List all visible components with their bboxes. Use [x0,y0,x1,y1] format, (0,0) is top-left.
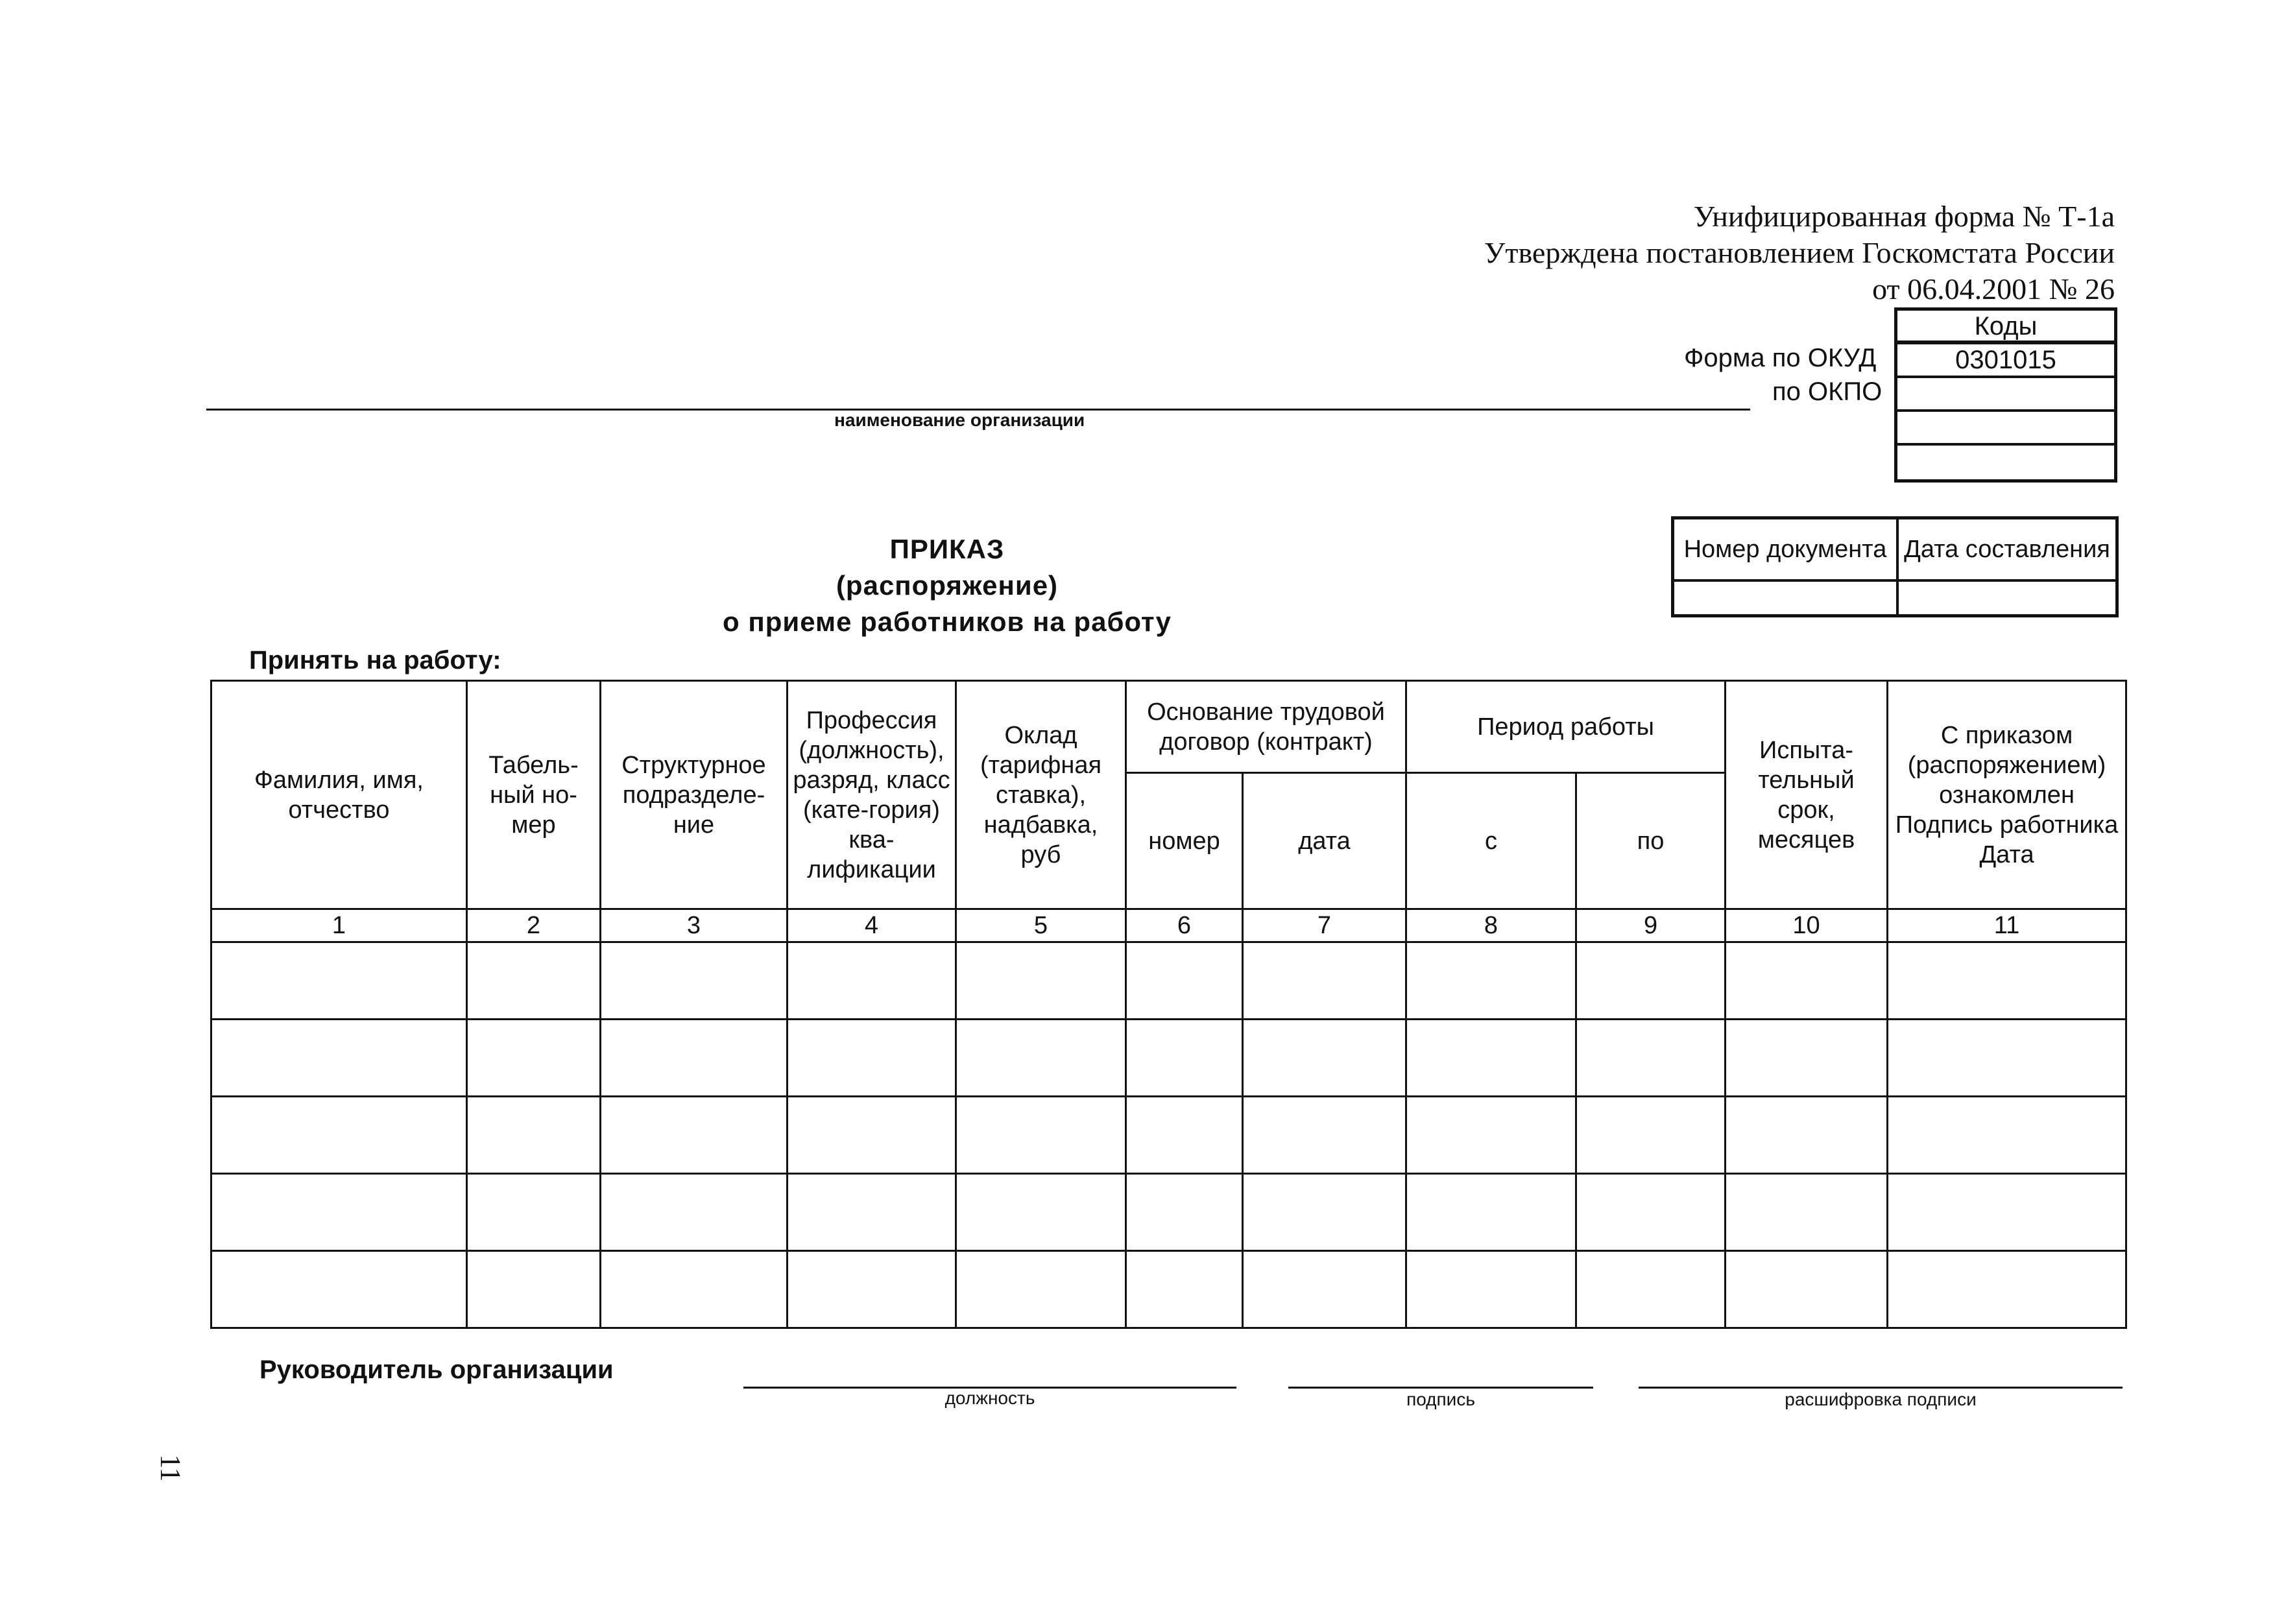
header-basis-group: Основание трудовой договор (контракт) [1126,681,1406,773]
codes-empty-cell[interactable] [1897,446,2114,479]
table-cell[interactable] [1406,1020,1576,1097]
table-cell[interactable] [211,1251,467,1328]
table-cell[interactable] [788,942,956,1020]
table-cell[interactable] [211,1174,467,1251]
hire-label: Принять на работу: [249,646,501,675]
document-number-field[interactable] [1674,582,1899,614]
column-number: 1 [211,909,467,942]
column-number: 10 [1726,909,1888,942]
organization-caption: наименование организации [834,410,1085,430]
table-cell[interactable] [956,942,1126,1020]
header-period-group: Период работы [1406,681,1726,773]
document-number-label: Номер документа [1674,519,1899,582]
column-number: 11 [1888,909,2126,942]
approval-date: от 06.04.2001 № 26 [1872,272,2115,305]
table-cell[interactable] [1888,1020,2126,1097]
table-row [211,942,2126,1020]
table-cell[interactable] [1726,1174,1888,1251]
header-period-to: по [1576,773,1726,909]
signature-caption: подпись [1406,1389,1475,1409]
document-date-field[interactable] [1899,582,2115,614]
header-profession: Профессия (должность), разряд, класс (кате-гория) ква-лификации [788,681,956,909]
header-salary: Оклад (тарифная ставка), надбавка, руб [956,681,1126,909]
codes-box [1894,307,2117,483]
decoding-line[interactable] [1639,1387,2123,1389]
approval-line: Утверждена постановлением Госкомстата России [1484,236,2115,269]
table-row [211,1097,2126,1174]
table-cell[interactable] [1243,1251,1406,1328]
table-cell[interactable] [1406,1174,1576,1251]
position-caption: должность [944,1388,1035,1408]
order-description: о приеме работников на работу [723,606,1172,637]
header-contract-date: дата [1243,773,1406,909]
table-cell[interactable] [1888,942,2126,1020]
column-number: 2 [467,909,601,942]
table-cell[interactable] [1888,1251,2126,1328]
header-full-name: Фамилия, имя, отчество [211,681,467,909]
table-cell[interactable] [211,1020,467,1097]
table-cell[interactable] [1888,1174,2126,1251]
table-cell[interactable] [601,1251,788,1328]
table-cell[interactable] [1126,1174,1243,1251]
signature-line[interactable] [1288,1387,1593,1389]
table-cell[interactable] [956,1097,1126,1174]
table-cell[interactable] [211,942,467,1020]
header-acknowledged: С приказом (распоряжением) ознакомлен Подпись работника Дата [1888,681,2126,909]
page-number: 11 [154,1454,187,1482]
table-cell[interactable] [1726,1097,1888,1174]
table-cell[interactable] [1243,1174,1406,1251]
table-cell[interactable] [788,1020,956,1097]
table-cell[interactable] [1243,1020,1406,1097]
table-cell[interactable] [1576,942,1726,1020]
table-cell[interactable] [1406,1251,1576,1328]
column-number: 6 [1126,909,1243,942]
head-of-organization-label: Руководитель организации [259,1355,614,1384]
table-cell[interactable] [467,1251,601,1328]
table-cell[interactable] [1406,1097,1576,1174]
table-row [211,1174,2126,1251]
table-cell[interactable] [601,1020,788,1097]
order-subtitle: (распоряжение) [836,570,1059,601]
column-number: 8 [1406,909,1576,942]
table-cell[interactable] [956,1174,1126,1251]
header-personnel-number: Табель-ный но-мер [467,681,601,909]
table-cell[interactable] [467,1174,601,1251]
table-cell[interactable] [956,1020,1126,1097]
codes-title: Коды [1897,311,2114,344]
table-cell[interactable] [956,1251,1126,1328]
form-title: Унифицированная форма № Т-1а [1693,200,2115,233]
document-date-label: Дата составления [1899,519,2115,582]
header-department: Структурное подразделе-ние [601,681,788,909]
okpo-value[interactable] [1897,378,2114,412]
table-cell[interactable] [1243,942,1406,1020]
table-cell[interactable] [788,1251,956,1328]
table-cell[interactable] [601,1097,788,1174]
hiring-table [210,680,2127,1329]
header-contract-number: номер [1126,773,1243,909]
table-cell[interactable] [1726,942,1888,1020]
table-row [211,1020,2126,1097]
table-cell[interactable] [1888,1097,2126,1174]
column-number: 4 [788,909,956,942]
okpo-label: по ОКПО [1772,377,1883,406]
table-cell[interactable] [1576,1097,1726,1174]
okud-value[interactable]: 0301015 [1897,344,2114,378]
table-cell[interactable] [1126,942,1243,1020]
table-cell[interactable] [788,1097,956,1174]
document-box [1671,516,2119,617]
okud-label: Форма по ОКУД [1684,344,1877,372]
column-number: 3 [601,909,788,942]
column-number: 7 [1243,909,1406,942]
table-cell[interactable] [1576,1251,1726,1328]
decoding-caption: расшифровка подписи [1785,1389,1977,1409]
table-cell[interactable] [1126,1251,1243,1328]
table-cell[interactable] [1126,1020,1243,1097]
column-number: 5 [956,909,1126,942]
table-cell[interactable] [1726,1251,1888,1328]
table-cell[interactable] [467,1097,601,1174]
table-cell[interactable] [1576,1174,1726,1251]
table-cell[interactable] [1576,1020,1726,1097]
table-cell[interactable] [211,1097,467,1174]
table-row [211,1251,2126,1328]
table-cell[interactable] [1406,942,1576,1020]
table-cell[interactable] [467,942,601,1020]
table-cell[interactable] [1243,1097,1406,1174]
column-number: 9 [1576,909,1726,942]
table-cell[interactable] [1726,1020,1888,1097]
table-cell[interactable] [467,1020,601,1097]
table-cell[interactable] [601,942,788,1020]
order-title: ПРИКАЗ [889,534,1005,564]
header-probation: Испыта-тельный срок, месяцев [1726,681,1888,909]
table-cell[interactable] [1126,1097,1243,1174]
table-cell[interactable] [788,1174,956,1251]
table-cell[interactable] [601,1174,788,1251]
header-period-from: с [1406,773,1576,909]
codes-empty-cell[interactable] [1897,412,2114,446]
